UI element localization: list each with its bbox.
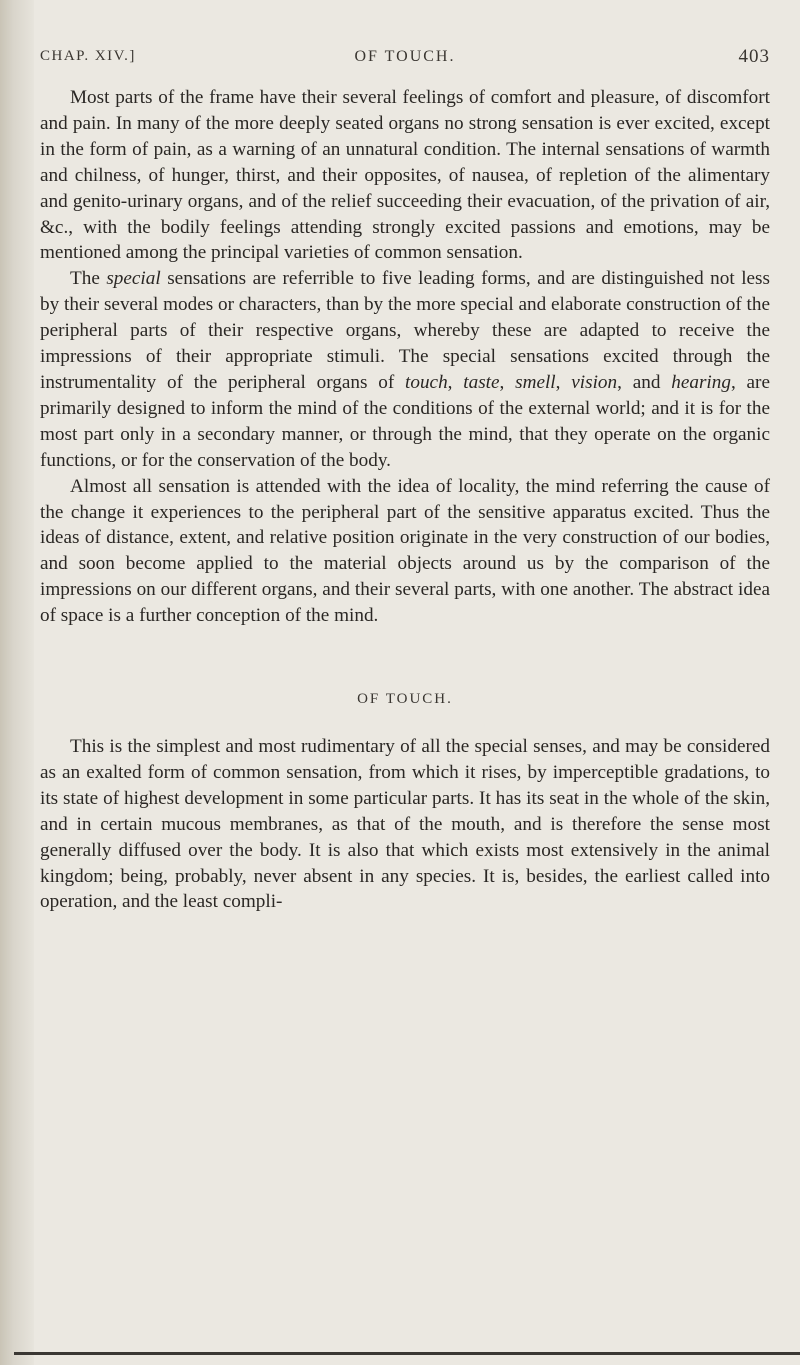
binding-shadow — [0, 0, 34, 1365]
separator: , and — [617, 371, 672, 393]
emphasis-touch: touch — [405, 371, 448, 393]
separator: , — [499, 371, 516, 393]
paragraph-touch: This is the simplest and most rudimentary of all the special senses, and may be considered as an exalted form of common sensation, from which it rises, by imperceptible gradations, to its state of highest development in some particular parts. It has its seat in the whole of the skin, and in certain mucous membranes, as that of the mouth, and is therefore the sense most generally diffused over the body. It is also that which exists most extensively in the animal kingdom; being, probably, never absent in any species. It is, besides, the earliest called into operation, and the least compli- — [40, 736, 770, 913]
text-run: sensations are referrible to five leading forms, and are distinguished not less by their several modes or characters, than by the more special and elaborate construction of the peripheral parts of their respective organs, whereby these are adapted to receive the impressions of their appropriate stimuli. The special sensations excited through the instrumentality of the peripheral organs of — [40, 268, 770, 393]
book-page — [40, 48, 770, 915]
bottom-rule — [14, 1352, 800, 1355]
emphasis-hearing: hearing — [671, 371, 731, 393]
text-run: , are primarily designed to inform the mind of the conditions of the external world; and it is for the most part only in a secondary manner, or through the mind, that they operate on the organic functions, or for the conservation of the body. — [40, 371, 770, 471]
paragraph-special-sensations — [40, 266, 770, 473]
emphasis-smell: smell — [515, 371, 556, 393]
running-title: OF TOUCH. — [354, 48, 456, 65]
emphasis-vision: vision — [571, 371, 618, 393]
section-heading: OF TOUCH. — [357, 691, 453, 708]
separator: , — [555, 371, 572, 393]
text-run: The — [70, 268, 107, 290]
emphasis-special: special — [106, 268, 161, 290]
paragraph-common-sensation: Most parts of the frame have their several feelings of comfort and pleasure, of discomfort and pain. In many of the more deeply seated organs no strong sensation is ever excited, except in the form of pain, as a warning of an unnatural condition. The internal sensations of warmth and chilness, of hunger, thirst, and their opposites, of nausea, of repletion of the alimentary and genito-urinary organs, and of the relief succeeding their evacuation, of the privation of air, &c., with the bodily feelings attending strongly excited passions and emotions, may be mentioned among the principal varieties of common sensation. — [40, 87, 770, 264]
running-head — [40, 48, 770, 78]
chapter-label: CHAP. XIV.] — [40, 48, 136, 64]
separator: , — [447, 371, 464, 393]
paragraph-locality: Almost all sensation is attended with the idea of locality, the mind referring the cause of the change it experiences to the peripheral part of the sensitive apparatus excited. Thus the ideas of distance, extent, and relative position originate in the very construction of our bodies, and soon become applied to the material objects around us by the comparison of the impressions on our different organs, and their several parts, with one another. The abstract idea of space is a further conception of the mind. — [40, 475, 770, 627]
emphasis-taste: taste — [463, 371, 500, 393]
page-number: 403 — [738, 46, 770, 67]
